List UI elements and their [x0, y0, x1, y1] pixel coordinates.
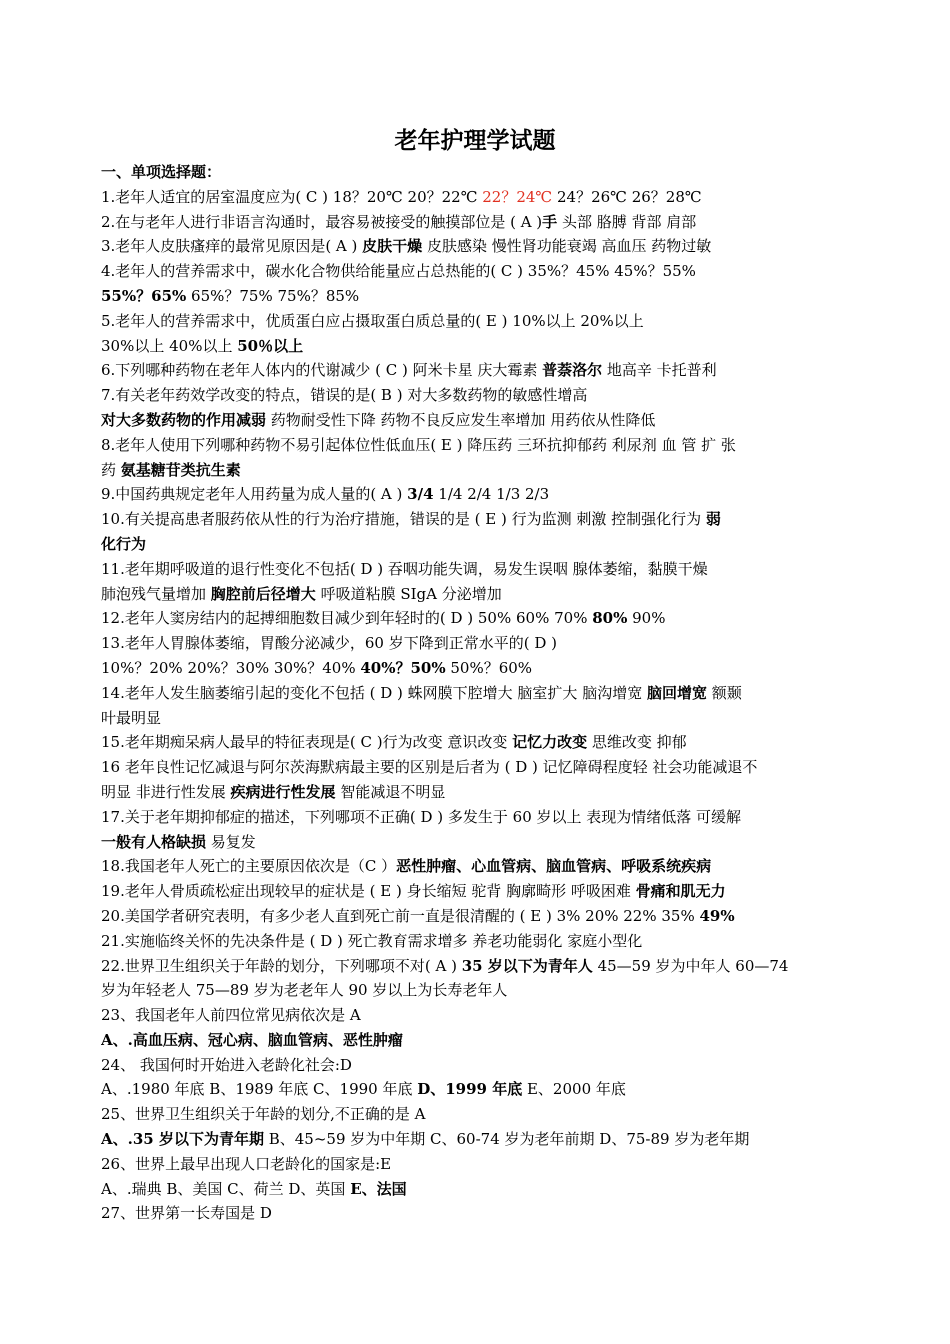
page-title: 老年护理学试题 [394, 128, 556, 154]
question-25-options: A、.35 岁以下为青年期 B、45~59 岁为中年期 C、60-74 岁为老年前期 D、75-89 岁为老年期 [101, 1130, 750, 1149]
question-18: 18.我国老年人死亡的主要原因依次是（C ）恶性肿瘤、心血管病、脑血管病、呼吸系统疾病 [101, 857, 712, 876]
answer-bold: E、法国 [350, 1179, 407, 1198]
answer-bold: 手 [542, 212, 558, 231]
question-27: 27、世界第一长寿国是 D [101, 1204, 272, 1223]
question-26: 26、世界上最早出现人口老龄化的国家是:E [101, 1154, 392, 1173]
question-25: 25、世界卫生组织关于年龄的划分,不正确的是 A [101, 1105, 426, 1124]
question-8-options: 药 氨基糖苷类抗生素 [101, 460, 241, 479]
question-5: 5.老年人的营养需求中，优质蛋白应占摄取蛋白质总量的( E ) 10%以上 20%以上 [101, 311, 644, 330]
answer-bold: A、.35 岁以下为青年期 [101, 1130, 264, 1149]
question-15: 15.老年期痴呆病人最早的特征表现是( C )行为改变 意识改变 记忆力改变 思维改变 抑郁 [101, 733, 687, 752]
question-list [101, 160, 853, 1226]
answer-bold: 40%？50% [360, 658, 446, 677]
question-20: 20.美国学者研究表明，有多少老人直到死亡前一直是很清醒的 ( E ) 3% 20% 22% 35% 49% [101, 906, 735, 925]
answer-highlight: 22？24℃ [482, 187, 553, 206]
question-10: 10.有关提高患者服药依从性的行为治疗措施，错误的是 ( E ) 行为监测 刺激 控制强化行为 弱 [101, 510, 721, 529]
question-1: 1.老年人适宜的居室温度应为( C ) 18？20℃ 20？22℃ 22？24℃ 24？26℃ 26？28℃ [101, 187, 702, 206]
question-9: 9.中国药典规定老年人用药量为成人量的( A ) 3/4 1/4 2/4 1/3 2/3 [101, 485, 550, 504]
question-14-cont: 叶最明显 [101, 708, 162, 727]
answer-bold: 疾病进行性发展 [230, 782, 336, 801]
question-23: 23、我国老年人前四位常见病依次是 A [101, 1006, 361, 1025]
answer-bold: 化行为 [101, 534, 147, 553]
section-heading: 一、单项选择题： [101, 163, 222, 181]
question-22-cont: 岁为年轻老人 75—89 岁为老老年人 90 岁以上为长寿老年人 [101, 981, 508, 1000]
question-12: 12.老年人窦房结内的起搏细胞数目减少到年轻时的( D ) 50% 60% 70% 80% 90% [101, 609, 666, 628]
answer-bold: 一般有人格缺损 [101, 832, 207, 851]
answer-bold: 80% [592, 609, 628, 628]
question-3: 3.老年人皮肤瘙痒的最常见原因是( A ) 皮肤干燥 皮肤感染 慢性肾功能衰竭 高血压 药物过敏 [101, 237, 712, 256]
question-22: 22.世界卫生组织关于年龄的划分，下列哪项不对( A ) 35 岁以下为青年人 45—59 岁为中年人 60—74 [101, 956, 789, 975]
answer-bold: 对大多数药物的作用减弱 [101, 410, 267, 429]
question-5-options: 30%以上 40%以上 50％以上 [101, 336, 304, 355]
answer-bold: 恶性肿瘤、心血管病、脑血管病、呼吸系统疾病 [396, 857, 712, 876]
question-17: 17.关于老年期抑郁症的描述，下列哪项不正确( D ) 多发生于 60 岁以上 表现为情绪低落 可缓解 [101, 807, 742, 826]
question-24: 24、 我国何时开始进入老龄化社会:D [101, 1055, 352, 1074]
question-17-options: 一般有人格缺损 易复发 [101, 832, 256, 851]
question-23-answer [101, 1028, 853, 1053]
question-14: 14.老年人发生脑萎缩引起的变化不包括 ( D ) 蛛网膜下腔增大 脑室扩大 脑沟增宽 脑回增宽 额颞 [101, 683, 742, 702]
answer-bold: 骨痛和肌无力 [635, 882, 726, 901]
answer-bold: 普萘洛尔 [542, 361, 603, 380]
answer-bold: 氨基糖苷类抗生素 [120, 460, 241, 479]
question-8: 8.老年人使用下列哪种药物不易引起体位性低血压( E ) 降压药 三环抗抑郁药 利尿剂 血 管 扩 张 [101, 435, 736, 454]
question-13: 13.老年人胃腺体萎缩，胃酸分泌减少，60 岁下降到正常水平的( D ) [101, 634, 557, 653]
question-4: 4.老年人的营养需求中，碳水化合物供给能量应占总热能的( C ) 35%？45% 45%？55% [101, 262, 696, 281]
question-16-options: 明显 非进行性发展 疾病进行性发展 智能减退不明显 [101, 782, 446, 801]
answer-bold: 记忆力改变 [512, 733, 588, 752]
question-6: 6.下列哪种药物在老年人体内的代谢减少 ( C ) 阿米卡星 庆大霉素 普萘洛尔 地高辛 卡托普利 [101, 361, 717, 380]
answer-bold: 胸腔前后径增大 [210, 584, 316, 603]
question-7: 7.有关老年药效学改变的特点，错误的是( B ) 对大多数药物的敏感性增高 [101, 386, 588, 405]
question-19: 19.老年人骨质疏松症出现较早的症状是 ( E ) 身长缩短 驼背 胸廓畸形 呼吸困难 骨痛和肌无力 [101, 882, 726, 901]
answer-bold: 35 岁以下为青年人 [461, 956, 593, 975]
answer-bold: 49% [699, 906, 735, 925]
question-26-options: A、.瑞典 B、美国 C、荷兰 D、英国 E、法国 [101, 1179, 407, 1198]
question-13-options: 10%？20% 20%？30% 30%？40% 40%？50% 50%？60% [101, 658, 533, 677]
answer-bold: 3/4 [407, 485, 434, 504]
answer-bold: 脑回增宽 [646, 683, 707, 702]
answer-bold: D、1999 年底 [417, 1080, 523, 1099]
answer-bold: 50％以上 [237, 336, 304, 355]
question-16: 16 老年良性记忆减退与阿尔茨海默病最主要的区别是后者为 ( D ) 记忆障碍程度轻 社会功能减退不 [101, 758, 758, 777]
answer-bold: 弱 [705, 510, 721, 529]
question-11: 11.老年期呼吸道的退行性变化不包括( D ) 吞咽功能失调，易发生误咽 腺体萎缩，黏膜干燥 [101, 559, 708, 578]
question-11-options: 肺泡残气量增加 胸腔前后径增大 呼吸道粘膜 SIgA 分泌增加 [101, 584, 502, 603]
answer-bold: 55%？65% [101, 286, 187, 305]
question-7-options: 对大多数药物的作用减弱 药物耐受性下降 药物不良反应发生率增加 用药依从性降低 [101, 410, 656, 429]
answer-bold: A、.高血压病、冠心病、脑血管病、恶性肿瘤 [101, 1030, 403, 1049]
answer-bold: 皮肤干燥 [362, 237, 423, 256]
question-4-options: 55%？65% 65%？75% 75%？85% [101, 286, 360, 305]
question-21: 21.实施临终关怀的先决条件是 ( D ) 死亡教育需求增多 养老功能弱化 家庭小型化 [101, 931, 643, 950]
question-24-options: A、.1980 年底 B、1989 年底 C、1990 年底 D、1999 年底 E、2000 年底 [101, 1080, 626, 1099]
question-2: 2.在与老年人进行非语言沟通时，最容易被接受的触摸部位是 ( A )手 头部 胳膊 背部 肩部 [101, 212, 697, 231]
question-10-cont [101, 532, 853, 557]
